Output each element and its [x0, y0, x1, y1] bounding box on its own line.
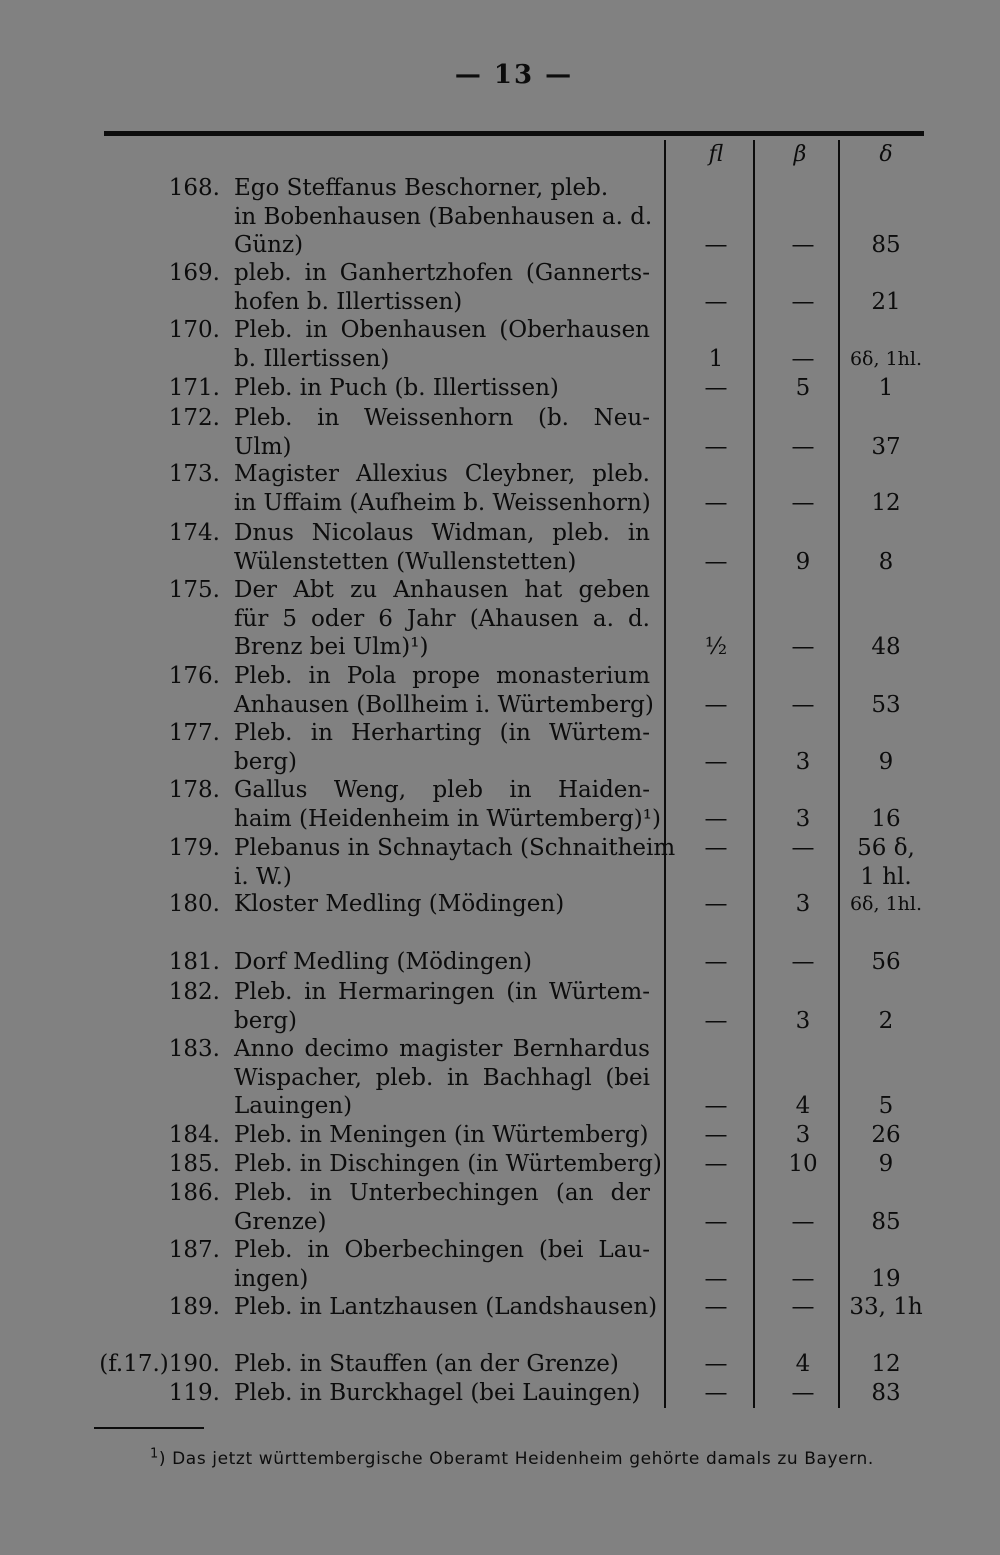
- entry-number: 176.: [168, 663, 220, 689]
- description-line: Pleb. in Oberbechingen (bei Lau-: [234, 1237, 650, 1263]
- amount-d: 9: [878, 748, 894, 775]
- description-line: Wülenstetten (Wullenstetten): [234, 548, 577, 575]
- entry-description: [234, 460, 650, 517]
- description-line: Pleb. in Puch (b. Illertissen): [234, 375, 559, 401]
- entry-description: [234, 1150, 662, 1179]
- amount-fl: —: [704, 1151, 728, 1177]
- amount-b: 4: [795, 1351, 811, 1377]
- entry-number: 171.: [168, 375, 220, 401]
- entry-number: 173.: [168, 461, 220, 487]
- page-number: — 13 —: [454, 60, 574, 90]
- description-line: Pleb. in Stauffen (an der Grenze): [234, 1351, 619, 1377]
- amount-d: 5: [878, 1093, 894, 1120]
- amount-fl: —: [704, 1007, 728, 1034]
- entry-description: [234, 948, 650, 977]
- amount-b: —: [791, 1265, 815, 1292]
- entry-description: [234, 1293, 658, 1322]
- entry-number: 175.: [168, 577, 220, 603]
- entry-description: [234, 978, 650, 1035]
- entry-number: 185.: [168, 1151, 220, 1177]
- entry-description: [234, 776, 661, 833]
- amount-fl: —: [704, 433, 728, 460]
- description-line: haim (Heidenheim in Würtemberg)¹): [234, 805, 661, 832]
- entry-number: 180.: [168, 891, 220, 917]
- amount-d: 37: [871, 433, 901, 460]
- amount-d: 26: [871, 1122, 901, 1148]
- entry-description: [234, 834, 676, 891]
- table-row: [0, 978, 1000, 1035]
- amount-d: 33, 1h: [849, 1294, 923, 1320]
- description-line: Wispacher, pleb. in Bachhagl (bei: [234, 1064, 650, 1091]
- amount-fl: —: [704, 1265, 728, 1292]
- entry-description: [234, 1035, 650, 1121]
- table-row: [0, 519, 1000, 576]
- amount-fl: —: [704, 805, 728, 832]
- table-row: [0, 1035, 1000, 1121]
- amount-b: —: [791, 288, 815, 315]
- entry-description: [234, 662, 654, 719]
- amount-d: 9: [878, 1151, 894, 1177]
- amount-d: 19: [871, 1265, 901, 1292]
- amount-b: 3: [795, 1007, 811, 1034]
- description-line: Günz): [234, 232, 304, 259]
- description-line: Pleb. in Obenhausen (Oberhausen: [234, 317, 650, 343]
- description-line: Gallus Weng, pleb in Haiden-: [234, 777, 650, 803]
- description-line: Brenz bei Ulm)¹): [234, 634, 429, 661]
- description-line: Pleb. in Burckhagel (bei Lauingen): [234, 1380, 641, 1406]
- table-row: [0, 316, 1000, 373]
- table-row: [0, 890, 1000, 919]
- table-row: [0, 1293, 1000, 1322]
- entry-number: 170.: [168, 317, 220, 343]
- amount-b: 5: [795, 375, 811, 401]
- description-line: Pleb. in Dischingen (in Würtemberg): [234, 1151, 662, 1177]
- entry-description: [234, 1179, 650, 1236]
- amount-fl: —: [704, 748, 728, 775]
- amount-b: —: [791, 489, 815, 516]
- amount-d: 85: [871, 232, 901, 259]
- amount-d: 56: [871, 949, 901, 975]
- table-row: [0, 259, 1000, 316]
- top-rule: [104, 131, 924, 136]
- amount-d-extra: 1 hl.: [860, 863, 912, 890]
- table-row: [0, 948, 1000, 977]
- entry-number: (f.17.)190.: [99, 1351, 220, 1377]
- entry-number: 177.: [168, 720, 220, 746]
- amount-fl: —: [704, 548, 728, 575]
- amount-d: 12: [871, 1351, 901, 1377]
- footnote: [150, 1446, 874, 1469]
- entry-description: [234, 404, 650, 461]
- footnote-marker: 1: [150, 1446, 159, 1462]
- amount-fl: ½: [704, 634, 728, 661]
- amount-b: —: [791, 634, 815, 661]
- amount-fl: —: [704, 691, 728, 718]
- amount-b: 10: [788, 1151, 818, 1177]
- description-line: Ego Steffanus Beschorner, pleb.: [234, 175, 609, 201]
- amount-fl: —: [704, 891, 728, 917]
- amount-b: 4: [795, 1093, 811, 1120]
- amount-d: 21: [871, 288, 901, 315]
- description-line: Pleb. in Hermaringen (in Würtem-: [234, 979, 650, 1005]
- entry-number: 119.: [168, 1380, 220, 1406]
- description-line: hofen b. Illertissen): [234, 288, 463, 315]
- entry-description: [234, 174, 653, 260]
- table-row: [0, 174, 1000, 260]
- entry-number: 182.: [168, 979, 220, 1005]
- entry-description: [234, 576, 650, 662]
- description-line: Pleb. in Herharting (in Würtem-: [234, 720, 650, 746]
- amount-d: 16: [871, 805, 901, 832]
- footnote-text: ) Das jetzt württembergische Oberamt Heidenheim gehörte damals zu Bayern.: [158, 1449, 874, 1469]
- amount-fl: 1: [708, 345, 724, 372]
- amount-b: —: [791, 949, 815, 975]
- entry-number: 174.: [168, 520, 220, 546]
- entry-number: 169.: [168, 260, 220, 286]
- amount-fl: —: [704, 1122, 728, 1148]
- table-row: [0, 719, 1000, 776]
- description-line: b. Illertissen): [234, 345, 390, 372]
- description-line: Pleb. in Lantzhausen (Landshausen): [234, 1294, 658, 1320]
- description-line: Lauingen): [234, 1093, 353, 1120]
- amount-d: 6δ, 1hl.: [849, 893, 923, 915]
- table-row: [0, 1179, 1000, 1236]
- amount-d: 83: [871, 1380, 901, 1406]
- description-line: Plebanus in Schnaytach (Schnaitheim: [234, 835, 676, 861]
- amount-b: —: [791, 835, 815, 861]
- amount-b: —: [791, 1380, 815, 1406]
- entry-number: 178.: [168, 777, 220, 803]
- amount-d: 56 δ,: [857, 835, 915, 861]
- amount-fl: —: [704, 1351, 728, 1377]
- amount-b: 3: [795, 748, 811, 775]
- entry-number: 181.: [168, 949, 220, 975]
- amount-b: —: [791, 345, 815, 372]
- amount-d: 53: [871, 691, 901, 718]
- description-line: in Uffaim (Aufheim b. Weissenhorn): [234, 489, 651, 516]
- entry-description: [234, 1350, 650, 1379]
- footnote-rule: [94, 1427, 204, 1429]
- entry-number: 186.: [168, 1180, 220, 1206]
- description-line: i. W.): [234, 863, 292, 890]
- amount-fl: —: [704, 1208, 728, 1235]
- description-line: für 5 oder 6 Jahr (Ahausen a. d.: [234, 605, 650, 632]
- entry-number: 189.: [168, 1294, 220, 1320]
- entry-description: [234, 890, 650, 919]
- amount-d: 85: [871, 1208, 901, 1235]
- entry-description: [234, 1121, 650, 1150]
- table-row: [0, 374, 1000, 403]
- entry-number: 184.: [168, 1122, 220, 1148]
- amount-b: 3: [795, 1122, 811, 1148]
- amount-fl: —: [704, 232, 728, 259]
- description-line: ingen): [234, 1265, 309, 1292]
- description-line: Pleb. in Meningen (in Würtemberg): [234, 1122, 649, 1148]
- amount-d: 12: [871, 489, 901, 516]
- table-row: [0, 460, 1000, 517]
- description-line: Ulm): [234, 433, 292, 460]
- table-row: [0, 1350, 1000, 1379]
- table-row: [0, 662, 1000, 719]
- amount-d: 48: [871, 634, 901, 661]
- column-header-b: β: [793, 142, 807, 167]
- amount-b: —: [791, 1208, 815, 1235]
- entry-number: 172.: [168, 405, 220, 431]
- entry-description: [234, 259, 650, 316]
- amount-fl: —: [704, 1093, 728, 1120]
- amount-b: 3: [795, 805, 811, 832]
- table-row: [0, 834, 1000, 891]
- amount-b: —: [791, 232, 815, 259]
- table-row: [0, 1379, 1000, 1408]
- description-line: in Bobenhausen (Babenhausen a. d.: [234, 203, 653, 230]
- entry-number: 187.: [168, 1237, 220, 1263]
- entry-description: [234, 519, 650, 576]
- description-line: Kloster Medling (Mödingen): [234, 891, 565, 917]
- entry-number: 179.: [168, 835, 220, 861]
- column-header-d: δ: [879, 142, 893, 167]
- amount-b: —: [791, 433, 815, 460]
- amount-fl: —: [704, 288, 728, 315]
- table-row: [0, 776, 1000, 833]
- description-line: Dnus Nicolaus Widman, pleb. in: [234, 520, 650, 546]
- amount-fl: —: [704, 375, 728, 401]
- entry-description: [234, 1379, 650, 1408]
- description-line: Pleb. in Unterbechingen (an der: [234, 1180, 650, 1206]
- entry-number: 168.: [168, 175, 220, 201]
- table-row: [0, 1121, 1000, 1150]
- entry-description: [234, 316, 650, 373]
- amount-d: 1: [878, 375, 894, 401]
- entry-number: 183.: [168, 1036, 220, 1062]
- amount-b: —: [791, 691, 815, 718]
- amount-fl: —: [704, 1380, 728, 1406]
- description-line: Pleb. in Pola prope monasterium: [234, 663, 650, 689]
- table-row: [0, 404, 1000, 461]
- amount-fl: —: [704, 949, 728, 975]
- amount-d: 8: [878, 548, 894, 575]
- entry-description: [234, 374, 650, 403]
- table-row: [0, 576, 1000, 662]
- description-line: Dorf Medling (Mödingen): [234, 949, 532, 975]
- column-header-fl: fl: [708, 142, 724, 167]
- description-line: pleb. in Ganhertzhofen (Gannerts-: [234, 260, 650, 286]
- description-line: Grenze): [234, 1208, 327, 1235]
- amount-b: —: [791, 1294, 815, 1320]
- description-line: Der Abt zu Anhausen hat geben: [234, 577, 650, 603]
- amount-d: 2: [878, 1007, 894, 1034]
- table-row: [0, 1150, 1000, 1179]
- description-line: berg): [234, 1007, 298, 1034]
- amount-d: 6δ, 1hl.: [849, 347, 923, 370]
- description-line: berg): [234, 748, 298, 775]
- amount-fl: —: [704, 835, 728, 861]
- amount-b: 9: [795, 548, 811, 575]
- description-line: Pleb. in Weissenhorn (b. Neu-: [234, 405, 650, 431]
- description-line: Anno decimo magister Bernhardus: [234, 1036, 650, 1062]
- description-line: Anhausen (Bollheim i. Würtemberg): [234, 691, 654, 718]
- amount-fl: —: [704, 1294, 728, 1320]
- entry-description: [234, 719, 650, 776]
- table-row: [0, 1236, 1000, 1293]
- description-line: Magister Allexius Cleybner, pleb.: [234, 461, 650, 487]
- entry-description: [234, 1236, 650, 1293]
- amount-b: 3: [795, 891, 811, 917]
- amount-fl: —: [704, 489, 728, 516]
